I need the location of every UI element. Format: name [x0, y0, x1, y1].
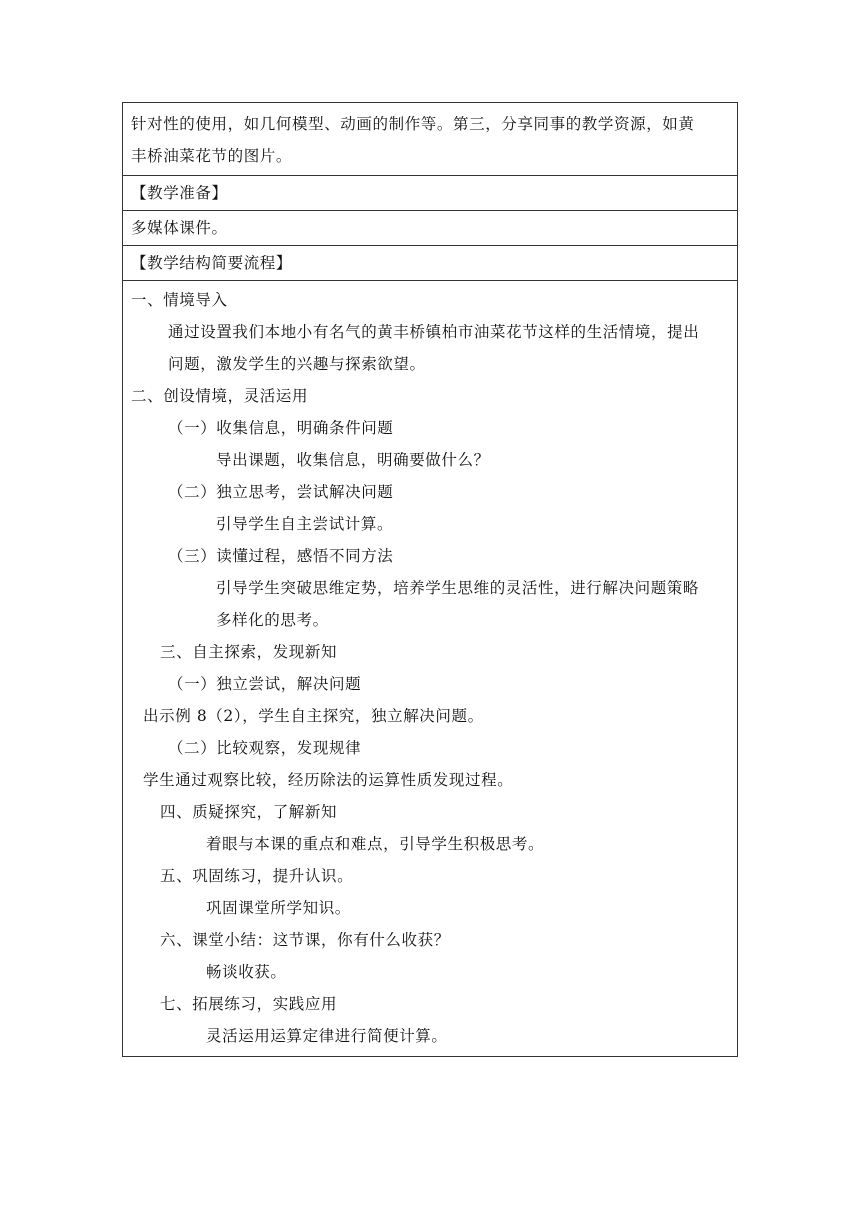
section-2-sub-2: （二）独立思考，尝试解决问题 — [168, 483, 394, 501]
section-2-sub-3-text-cont: 多样化的思考。 — [216, 611, 329, 629]
prep-heading: 【教学准备】 — [131, 184, 228, 202]
section-4-text: 着眼与本课的重点和难点，引导学生积极思考。 — [206, 835, 545, 853]
prep-heading-cell — [123, 176, 737, 211]
section-5-text: 巩固课堂所学知识。 — [206, 899, 351, 917]
section-6-text: 畅谈收获。 — [206, 963, 287, 981]
intro-line-2: 丰桥油菜花节的图片。 — [131, 147, 293, 165]
section-2-sub-2-text: 引导学生自主尝试计算。 — [216, 515, 394, 533]
section-1-text: 通过设置我们本地小有名气的黄丰桥镇柏市油菜花节这样的生活情境，提出 — [168, 323, 700, 341]
section-3-title: 三、自主探索，发现新知 — [160, 643, 338, 661]
prep-content: 多媒体课件。 — [131, 219, 228, 237]
intro-cell — [123, 103, 737, 176]
section-4-title: 四、质疑探究，了解新知 — [160, 803, 338, 821]
intro-line-1: 针对性的使用，如几何模型、动画的制作等。第三，分享同事的教学资源，如黄 — [131, 115, 695, 133]
section-7-text: 灵活运用运算定律进行简便计算。 — [206, 1027, 448, 1045]
section-1-text-cont: 问题，激发学生的兴趣与探索欲望。 — [168, 355, 426, 373]
section-3-sub-1-text: 出示例 8（2），学生自主探究，独立解决问题。 — [143, 707, 484, 725]
section-3-sub-2-text: 学生通过观察比较，经历除法的运算性质发现过程。 — [143, 771, 514, 789]
section-5-title: 五、巩固练习，提升认识。 — [160, 867, 354, 885]
section-3-sub-1: （一）独立尝试，解决问题 — [168, 675, 362, 693]
flow-heading: 【教学结构简要流程】 — [131, 254, 293, 272]
prep-content-cell — [123, 211, 737, 246]
flow-heading-cell — [123, 246, 737, 281]
section-2-sub-3-text: 引导学生突破思维定势，培养学生思维的灵活性，进行解决问题策略 — [216, 579, 700, 597]
section-2-sub-1-text: 导出课题，收集信息，明确要做什么？ — [216, 451, 490, 469]
section-1-title: 一、情境导入 — [131, 291, 228, 309]
section-2-sub-3: （三）读懂过程，感悟不同方法 — [168, 547, 394, 565]
section-7-title: 七、拓展练习，实践应用 — [160, 995, 338, 1013]
section-3-sub-2: （二）比较观察，发现规律 — [168, 739, 362, 757]
section-6-title: 六、课堂小结：这节课，你有什么收获？ — [160, 931, 450, 949]
flow-content-cell — [123, 281, 737, 1056]
section-2-sub-1: （一）收集信息，明确条件问题 — [168, 419, 394, 437]
section-2-title: 二、创设情境，灵活运用 — [131, 387, 309, 405]
lesson-plan-table — [122, 102, 738, 1057]
